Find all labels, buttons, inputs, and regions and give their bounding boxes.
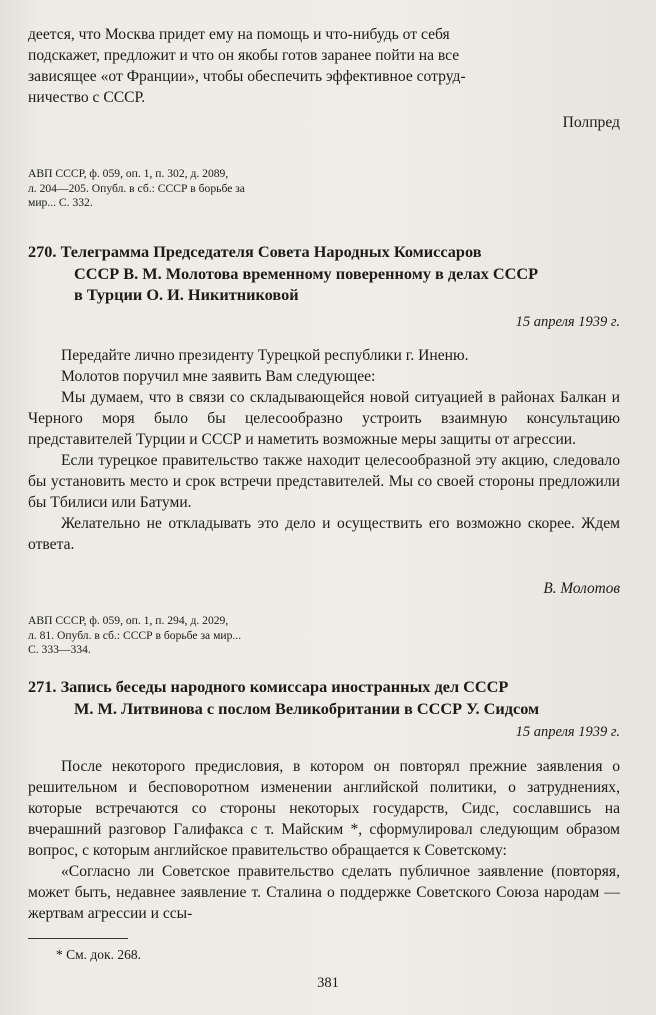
- top-line: зависящее «от Франции», чтобы обеспечить эффективное сотруд-: [28, 68, 466, 85]
- doc270-source-note: [28, 614, 620, 658]
- doc-signature: В. Молотов: [543, 580, 620, 597]
- heading-line: СССР В. М. Молотова временному поверенному в делах СССР: [74, 263, 539, 283]
- source-line: АВП СССР, ф. 059, оп. 1, п. 302, д. 2089,: [28, 167, 229, 180]
- paragraph: Если турецкое правительство также находит целесообразной эту акцию, следовало бы установить место и срок встречи представителей. Мы со своей стороны предложили бы Тбилиси или Батуми.: [28, 452, 620, 511]
- doc270-date: [28, 314, 620, 331]
- doc271-heading: [28, 676, 620, 719]
- heading-line: в Турции О. И. Никитниковой: [74, 285, 299, 304]
- doc-heading: [28, 241, 620, 306]
- paragraph: Передайте лично президенту Турецкой республики г. Иненю.: [61, 347, 469, 364]
- top-signature: Полпред: [562, 114, 620, 131]
- heading-line: М. М. Литвинова с послом Великобритании в СССР У. Сидсом: [74, 698, 540, 718]
- doc-date: 15 апреля 1939 г.: [515, 724, 620, 740]
- footnote-rule: [28, 938, 128, 939]
- page-number: 381: [317, 975, 339, 991]
- top-line: подскажет, предложит и что он якобы готов заранее пойти на все: [28, 47, 460, 64]
- doc271-date: [28, 724, 620, 741]
- paragraph: Молотов поручил мне заявить Вам следующее:: [61, 368, 376, 385]
- paragraph: После некоторого предисловия, в котором он повторял прежние заявления о решительном и бесповоротном изменении английской политики, о затруднениях, которые встречаются со стороны некоторых государств, Сидс, сославшись на вчерашний разговор Галифакса с т. Майским *, сформулировал следующим образом вопрос, с которым английское правительство обращается к Советскому:: [28, 758, 620, 859]
- doc-date: 15 апреля 1939 г.: [515, 314, 620, 330]
- doc270-body: [28, 345, 620, 555]
- top-line: деется, что Москва придет ему на помощь и что-нибудь от себя: [28, 26, 450, 43]
- paragraph: «Согласно ли Советское правительство сделать публичное заявление (повторяя, может быть, недавнее заявление т. Сталина о поддержке Советского Союза народам — жертвам агрессии и ссы-: [28, 863, 620, 922]
- source-line: АВП СССР, ф. 059, оп. 1, п. 294, д. 2029,: [28, 614, 229, 627]
- top-line: ничество с СССР.: [28, 89, 146, 106]
- source-line: С. 333—334.: [28, 643, 91, 656]
- doc-heading: [28, 676, 620, 719]
- doc270-heading: [28, 241, 620, 306]
- doc270-signature: [28, 580, 620, 598]
- source-line: л. 204—205. Опубл. в сб.: СССР в борьбе за: [28, 181, 245, 195]
- source-line: мир... С. 332.: [28, 196, 93, 209]
- top-continuation: [28, 24, 620, 133]
- heading-line: 270. Телеграмма Председателя Совета Народных Комиссаров: [28, 242, 482, 261]
- footnote-text: * См. док. 268.: [56, 947, 141, 962]
- paragraph: Желательно не откладывать это дело и осуществить его возможно скорее. Ждем ответа.: [28, 515, 620, 553]
- source-line: л. 81. Опубл. в сб.: СССР в борьбе за мир...: [28, 628, 242, 642]
- paragraph: Мы думаем, что в связи со складывающейся новой ситуацией в районах Балкан и Черного моря было бы целесообразно устроить взаимную консультацию представителей Турции и СССР и наметить возможные меры защиты от агрессии.: [28, 389, 620, 448]
- top-source-note: [28, 167, 620, 211]
- heading-line: 271. Запись беседы народного комиссара иностранных дел СССР: [28, 677, 509, 696]
- footnote: [56, 944, 556, 965]
- doc271-body: [28, 756, 620, 924]
